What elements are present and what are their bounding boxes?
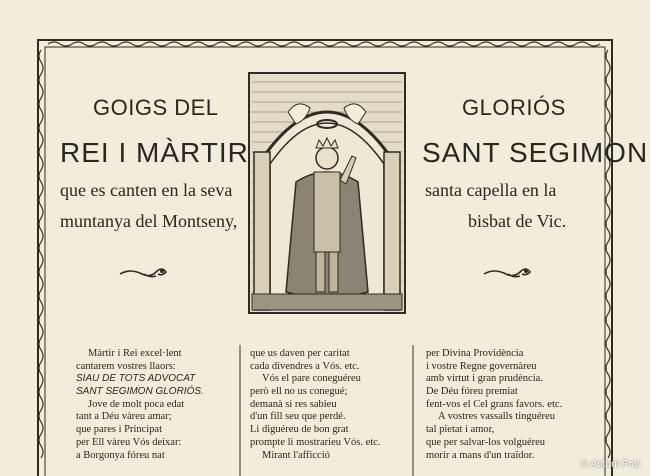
verse-line: però ell no us conegué;: [250, 386, 348, 398]
verse-line: Vós el pare coneguéreu: [262, 373, 361, 385]
verse-line: d'un fill seu que perdé.: [250, 411, 346, 423]
verse-line: amb virtut i gran prudència.: [426, 373, 543, 385]
subtitle-right-line1: santa capella en la: [425, 180, 557, 200]
verse-line: que per salvar-los volguéreu: [426, 436, 546, 448]
verse-line: Màrtir i Rei excel·lent: [88, 348, 182, 359]
verse-line: A vostres vassalls tinguéreu: [438, 411, 555, 423]
verse-line: Li diguéreu de bon grat: [250, 424, 349, 436]
verse-line: prompte li mostrarieu Vós. etc.: [250, 436, 381, 448]
photo-credit: © Antoni Prat: [580, 459, 640, 470]
verse-line: De Déu fóreu premiat: [426, 386, 518, 398]
title-right-line2: SANT SEGIMON: [422, 137, 649, 168]
title-left-line2: REI I MÀRTIR: [60, 137, 249, 168]
verse-line: que us daven per caritat: [250, 348, 350, 359]
subtitle-left-line2: muntanya del Montseny,: [60, 211, 238, 231]
title-right-line1: GLORIÓS: [462, 95, 566, 120]
verse-line: tant a Déu vàreu amar;: [76, 411, 172, 423]
verse-line: fent-vos el Cel grans favors. etc.: [426, 398, 563, 410]
verse-line: Jove de molt poca edat: [88, 398, 185, 410]
subtitle-left-line1: que es canten en la seva: [60, 180, 233, 200]
verse-line: tal pietat i amor,: [426, 424, 495, 436]
verse-line: per Divina Providència: [426, 348, 524, 359]
flourish-right-icon: [482, 266, 538, 280]
verse-line: cada divendres a Vós. etc.: [250, 360, 360, 372]
verse-line: demanà si res sabieu: [250, 398, 337, 410]
verse-line: morir a mans d'un traïdor.: [426, 449, 535, 461]
verse-line: cantarem vostres llaors:: [76, 360, 176, 372]
saint-king-engraving-icon: [248, 72, 406, 314]
verse-refrain-line: SANT SEGIMON GLORIÓS.: [76, 386, 204, 398]
verse-line: Mirant l'afficció: [262, 449, 330, 461]
subtitle-right-line2: bisbat de Vic.: [468, 211, 567, 231]
verse-column-1: [76, 348, 204, 462]
title-left-line1: GOIGS DEL: [93, 95, 219, 120]
flourish-left-icon: [118, 266, 174, 280]
verse-line: per Ell vàreu Vós deixar:: [76, 436, 182, 448]
verse-line: a Borgonya fóreu nat: [76, 449, 165, 461]
verse-refrain-line: SIAU DE TOTS ADVOCAT: [76, 373, 196, 385]
verse-column-3: [426, 348, 562, 462]
verse-column-2: [250, 348, 380, 462]
verse-line: i vostre Regne governàreu: [426, 360, 537, 372]
verse-line: que pares i Principat: [76, 424, 163, 436]
